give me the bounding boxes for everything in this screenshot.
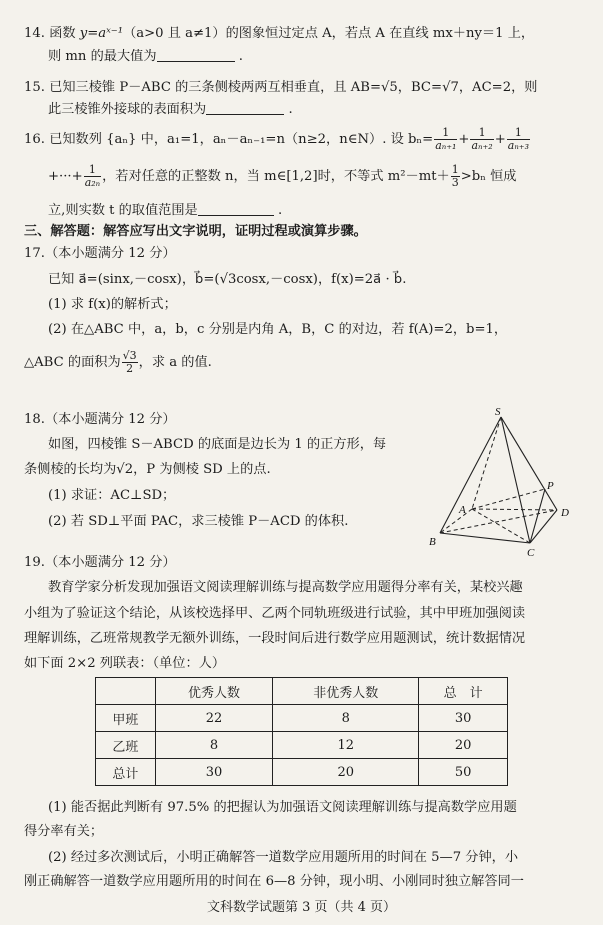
q16-answer-blank — [198, 201, 274, 216]
label-S: S — [495, 406, 501, 418]
label-C: C — [527, 547, 535, 559]
label-D: D — [561, 507, 569, 519]
label-B: B — [429, 536, 436, 548]
table-cell: 30 — [419, 705, 508, 732]
q18-part2: (2) 若 SD⊥平面 PAC，求三棱锥 P－ACD 的体积. — [48, 514, 349, 529]
table-header-cell: 优秀人数 — [155, 678, 272, 705]
q14-answer-blank — [157, 47, 235, 62]
edge-BD — [440, 510, 557, 533]
table-row — [96, 759, 508, 786]
table-cell: 8 — [273, 705, 419, 732]
table-cell: 乙班 — [96, 732, 156, 759]
pyramid-figure — [425, 405, 585, 565]
q19-line3: 理解训练，乙班常规教学无额外训练，一段时间后进行数学应用题测试，统计数据情况 — [24, 631, 526, 646]
q16-frac-2: $\frac{1}{\text{aₙ₊₂}}$ — [471, 126, 493, 152]
table-cell: 8 — [155, 732, 272, 759]
page-footer: 文科数学试题第 3 页（共 4 页） — [206, 900, 397, 915]
table-cell: 甲班 — [96, 705, 156, 732]
q15-line1: 15. 已知三棱锥 P－ABC 的三条侧棱两两互相垂直，且 AB=√5，BC=√7，AC=2，则 — [24, 80, 538, 95]
q17-part2: (2) 在△ABC 中，a，b，c 分别是内角 A，B，C 的对边，若 f(A)=2，b=1， — [48, 322, 508, 337]
q15-answer-blank — [206, 100, 284, 115]
q17-given: 已知 a⃗=(sinx,－cosx)，b⃗=(√3cosx,－cosx)，f(x)=2a⃗ · b⃗. — [48, 272, 407, 287]
q14-line1: 14. 函数 y=aˣ⁻¹（a>0 且 a≠1）的图象恒过定点 A，若点 A 在直线 mx＋ny＝1 上， — [24, 26, 535, 41]
q16-line3: 立,则实数 t 的取值范围是 . — [48, 203, 283, 218]
q15-line2: 此三棱锥外接球的表面积为 . — [48, 102, 293, 117]
edge-AP — [472, 489, 545, 509]
table-row — [96, 705, 508, 732]
table-cell: 22 — [155, 705, 272, 732]
q19-line4: 如下面 2×2 列联表：（单位：人） — [24, 656, 226, 671]
q14-line2: 则 mn 的最大值为 . — [48, 49, 243, 64]
q19-part1-cont: 得分率有关； — [24, 824, 104, 839]
q16-frac-1: $\frac{1}{\text{aₙ₊₁}}$ — [435, 126, 457, 152]
q17-area-frac: $\frac{√3}{2}$ — [122, 349, 137, 375]
q18-title: 18.（本小题满分 12 分） — [24, 412, 176, 427]
edge-BC — [440, 533, 530, 543]
q16-frac-4: $\frac{1}{\text{a₂ₙ}}$ — [84, 163, 101, 189]
q16-line1: 16. 已知数列 {aₙ} 中，a₁=1，aₙ－aₙ₋₁=n（n≥2，n∈N）. 设 bₙ= $\frac{1}{\text{aₙ₊₁}}$ + $\frac{1}{\text{aₙ₊₂}}$ + $\frac{1}{\text{aₙ₊₃}}$ — [24, 126, 530, 152]
edge-SD — [501, 417, 557, 510]
table-header-cell — [96, 678, 156, 705]
q17-part2-cont: △ABC 的面积为 $\frac{√3}{2}$ ，求 a 的值. — [24, 349, 212, 375]
q17-part1: (1) 求 f(x)的解析式； — [48, 297, 177, 312]
edge-SC — [501, 417, 530, 543]
table-cell: 总计 — [96, 759, 156, 786]
table-cell: 50 — [419, 759, 508, 786]
table-row — [96, 732, 508, 759]
edge-AD — [472, 509, 557, 510]
table-cell: 12 — [273, 732, 419, 759]
q17-title: 17.（本小题满分 12 分） — [24, 246, 176, 261]
table-cell: 30 — [155, 759, 272, 786]
q18-part1: (1) 求证：AC⊥SD； — [48, 488, 176, 503]
q18-line1: 如图，四棱锥 S－ABCD 的底面是边长为 1 的正方形，每 — [48, 437, 387, 452]
table-cell: 20 — [419, 732, 508, 759]
q19-line1: 教育学家分析发现加强语文阅读理解训练与提高数学应用题得分率有关，某校兴趣 — [48, 580, 523, 595]
q16-line2: +···+ $\frac{1}{\text{a₂ₙ}}$ ，若对任意的正整数 n，当 m∈[1,2]时，不等式 m²－mt＋ $\frac{1}{3}$ >bₙ 恒成 — [48, 163, 517, 189]
table-header-row — [96, 678, 508, 705]
q19-title: 19.（本小题满分 12 分） — [24, 555, 176, 570]
label-P: P — [547, 480, 554, 492]
q16-frac-third: $\frac{1}{3}$ — [451, 163, 459, 189]
q19-part2-cont: 刚正确解答一道数学应用题所用的时间在 6—8 分钟，现小明、小刚同时独立解答同一 — [24, 874, 524, 889]
label-A: A — [459, 504, 466, 516]
q16-frac-3: $\frac{1}{\text{aₙ₊₃}}$ — [507, 126, 530, 152]
q19-part2: (2) 经过多次测试后，小明正确解答一道数学应用题所用的时间在 5—7 分钟，小 — [48, 850, 519, 865]
q18-line2: 条侧棱的长均为√2，P 为侧棱 SD 上的点. — [24, 462, 271, 477]
table-header-cell: 非优秀人数 — [273, 678, 419, 705]
edge-CP — [530, 489, 545, 543]
q19-line2: 小组为了验证这个结论，从该校选择甲、乙两个同轨班级进行试验，其中甲班加强阅读 — [24, 606, 526, 621]
section-3-heading: 三、解答题：解答应写出文字说明，证明过程或演算步骤。 — [24, 224, 367, 239]
table-cell: 20 — [273, 759, 419, 786]
contingency-table — [95, 677, 508, 786]
table-header-cell: 总 计 — [419, 678, 508, 705]
q19-part1: (1) 能否据此判断有 97.5% 的把握认为加强语文阅读理解训练与提高数学应用题 — [48, 800, 517, 815]
edge-SB — [440, 417, 501, 533]
q14-function: y=aˣ⁻¹ — [79, 26, 124, 41]
